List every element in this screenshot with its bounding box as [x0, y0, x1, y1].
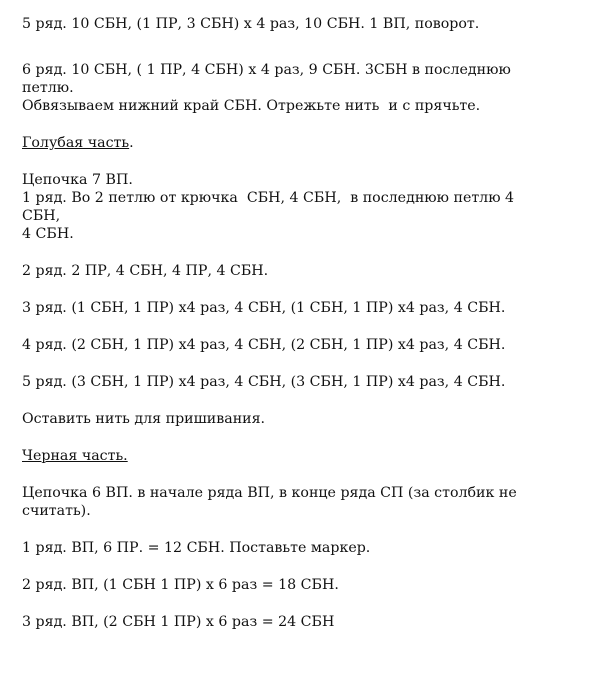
blue-part-heading-text: Голубая часть [22, 135, 130, 151]
spacer [22, 594, 592, 613]
blue-row5: 5 ряд. (3 СБН, 1 ПР) х4 раз, 4 СБН, (3 СБН, 1 ПР) х4 раз, 4 СБН. [22, 374, 506, 390]
row5-instruction: 5 ряд. 10 СБН, (1 ПР, 3 СБН) х 4 раз, 10 СБН. 1 ВП, поворот. [22, 16, 480, 32]
blue-part-heading-dot: . [129, 135, 134, 151]
trim-note: Обвязываем нижний край СБН. Отрежьте нить и с прячьте. [22, 98, 481, 114]
black-row3: 3 ряд. ВП, (2 СБН 1 ПР) х 6 раз = 24 СБН [22, 614, 335, 630]
blue-row3: 3 ряд. (1 СБН, 1 ПР) х4 раз, 4 СБН, (1 СБН, 1 ПР) х4 раз, 4 СБН. [22, 300, 506, 316]
spacer [22, 354, 592, 373]
black-row1: 1 ряд. ВП, 6 ПР. = 12 СБН. Поставьте маркер. [22, 540, 371, 556]
spacer [22, 317, 592, 336]
blue-row2: 2 ряд. 2 ПР, 4 СБН, 4 ПР, 4 СБН. [22, 263, 269, 279]
black-chain-line2: считать). [22, 503, 91, 519]
black-row2: 2 ряд. ВП, (1 СБН 1 ПР) х 6 раз = 18 СБН. [22, 577, 339, 593]
row6-instruction-line1: 6 ряд. 10 СБН, ( 1 ПР, 4 СБН) х 4 раз, 9 СБН. 3СБН в последнюю [22, 62, 511, 78]
spacer [22, 33, 592, 52]
spacer [22, 280, 592, 299]
spacer [22, 243, 592, 262]
black-chain-line1: Цепочка 6 ВП. в начале ряда ВП, в конце ряда СП (за столбик не [22, 485, 517, 501]
row6-instruction-line2: петлю. [22, 80, 74, 96]
spacer [22, 557, 592, 576]
spacer [22, 152, 592, 171]
spacer [22, 52, 592, 61]
black-part-heading: Черная часть. [22, 448, 128, 464]
blue-row4: 4 ряд. (2 СБН, 1 ПР) х4 раз, 4 СБН, (2 СБН, 1 ПР) х4 раз, 4 СБН. [22, 337, 506, 353]
document-page [22, 15, 592, 631]
spacer [22, 428, 592, 447]
blue-row1-line2: СБН, [22, 208, 61, 224]
blue-chain: Цепочка 7 ВП. [22, 172, 133, 188]
spacer [22, 465, 592, 484]
spacer [22, 520, 592, 539]
blue-row1-line1: 1 ряд. Во 2 петлю от крючка СБН, 4 СБН, в последнюю петлю 4 [22, 190, 515, 206]
blue-row1-line3: 4 СБН. [22, 226, 74, 242]
spacer [22, 115, 592, 134]
blue-part-heading [22, 134, 592, 152]
spacer [22, 391, 592, 410]
blue-leave-thread: Оставить нить для пришивания. [22, 411, 266, 427]
